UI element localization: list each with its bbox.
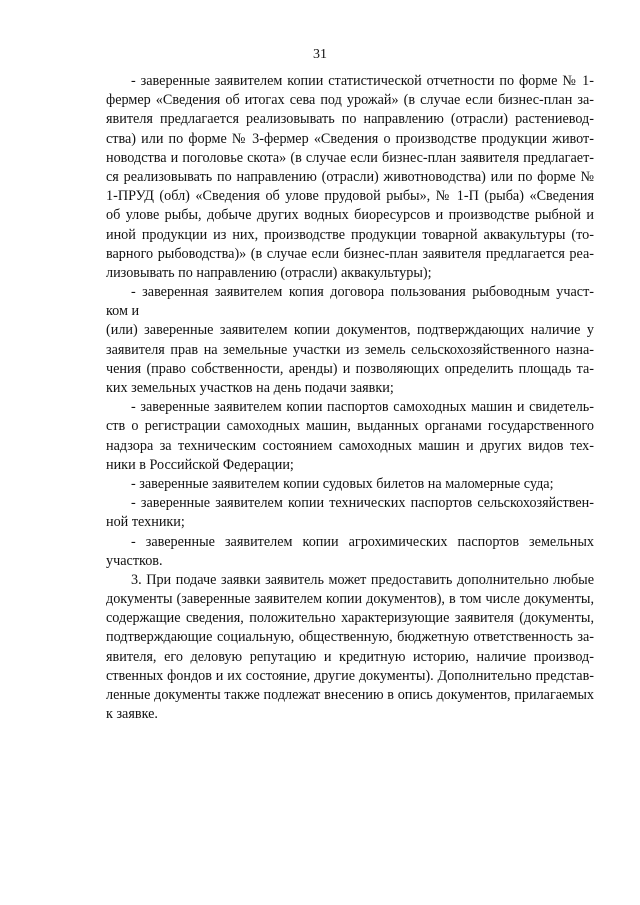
text-line: ств о регистрации самоходных машин, выданных органами государственного xyxy=(106,418,594,435)
text-line: лизовывать по направлению (отрасли) аквакультуры); xyxy=(106,264,432,281)
text-line: об улове рыбы, добыче других водных биоресурсов и производстве рыбной и xyxy=(106,207,594,224)
text-line: ленные документы также подлежат внесению в опись документов, прилагаемых xyxy=(106,687,594,703)
text-line: ком и xyxy=(106,303,140,320)
text-line: - заверенные заявителем копии технических паспортов сельскохозяйствен- xyxy=(131,495,594,512)
text-line: ственных фондов и их состояние, другие документы). Дополнительно представ- xyxy=(106,667,594,684)
text-line: явителя, его деловую репутацию и кредитную историю, наличие производ- xyxy=(106,648,594,665)
text-line: заявителя прав на земельные участки из земель сельскохозяйственного назна- xyxy=(106,341,594,358)
text-line: варного рыбоводства)» (в случае если бизнес-план заявителя предлагается реа- xyxy=(106,245,594,262)
text-line: 1-ПРУД (обл) «Сведения об улове прудовой рыбы», № 1-П (рыба) «Сведения xyxy=(106,188,594,205)
text-line: ной техники; xyxy=(106,514,185,531)
text-line: - заверенные заявителем копии судовых билетов на маломерные суда; xyxy=(131,475,554,492)
document-body xyxy=(106,72,594,724)
text-line: (или) заверенные заявителем копии документов, подтверждающих наличие у xyxy=(106,322,594,339)
text-line: участков. xyxy=(106,552,163,569)
text-line: подтверждающие социальную, общественную, бюджетную ответственность за- xyxy=(106,629,594,646)
text-line: - заверенные заявителем копии агрохимических паспортов земельных xyxy=(131,533,594,550)
text-line: - заверенные заявителем копии статистической отчетности по форме № 1- xyxy=(131,73,594,89)
text-line: ники в Российской Федерации; xyxy=(106,456,294,473)
text-line: явителя предлагается реализовывать по направлению (отрасли) растениевод- xyxy=(106,111,594,128)
text-line: 3. При подаче заявки заявитель может предоставить дополнительно любые xyxy=(131,571,594,588)
text-line: - заверенные заявителем копии паспортов самоходных машин и свидетель- xyxy=(131,399,594,416)
text-line: к заявке. xyxy=(106,706,158,723)
text-line: - заверенная заявителем копия договора пользования рыбоводным участ- xyxy=(131,284,594,301)
text-line: фермер «Сведения об итогах сева под урожай» (в случае если бизнес-план за- xyxy=(106,92,594,109)
text-line: ства) или по форме № 3-фермер «Сведения о производстве продукции живот- xyxy=(106,130,594,147)
text-line: содержащие сведения, положительно характеризующие заявителя (документы, xyxy=(106,610,594,627)
text-line: иной продукции из них, производстве продукции товарной аквакультуры (то- xyxy=(106,226,594,243)
text-line: новодства и поголовье скота» (в случае если бизнес-план заявителя предлагает- xyxy=(106,149,594,166)
text-line: чения (право собственности, аренды) и позволяющих определить площадь та- xyxy=(106,360,594,377)
text-line: ких земельных участков на день подачи заявки; xyxy=(106,380,394,396)
page-number: 31 xyxy=(313,47,327,62)
text-line: документы (заверенные заявителем копии документов), в том числе документы, xyxy=(106,591,594,608)
text-line: надзора за техническим состоянием самоходных машин и других видов тех- xyxy=(106,437,594,454)
text-line: ся реализовывать по направлению (отрасли) животноводства) или по форме № xyxy=(106,168,594,185)
